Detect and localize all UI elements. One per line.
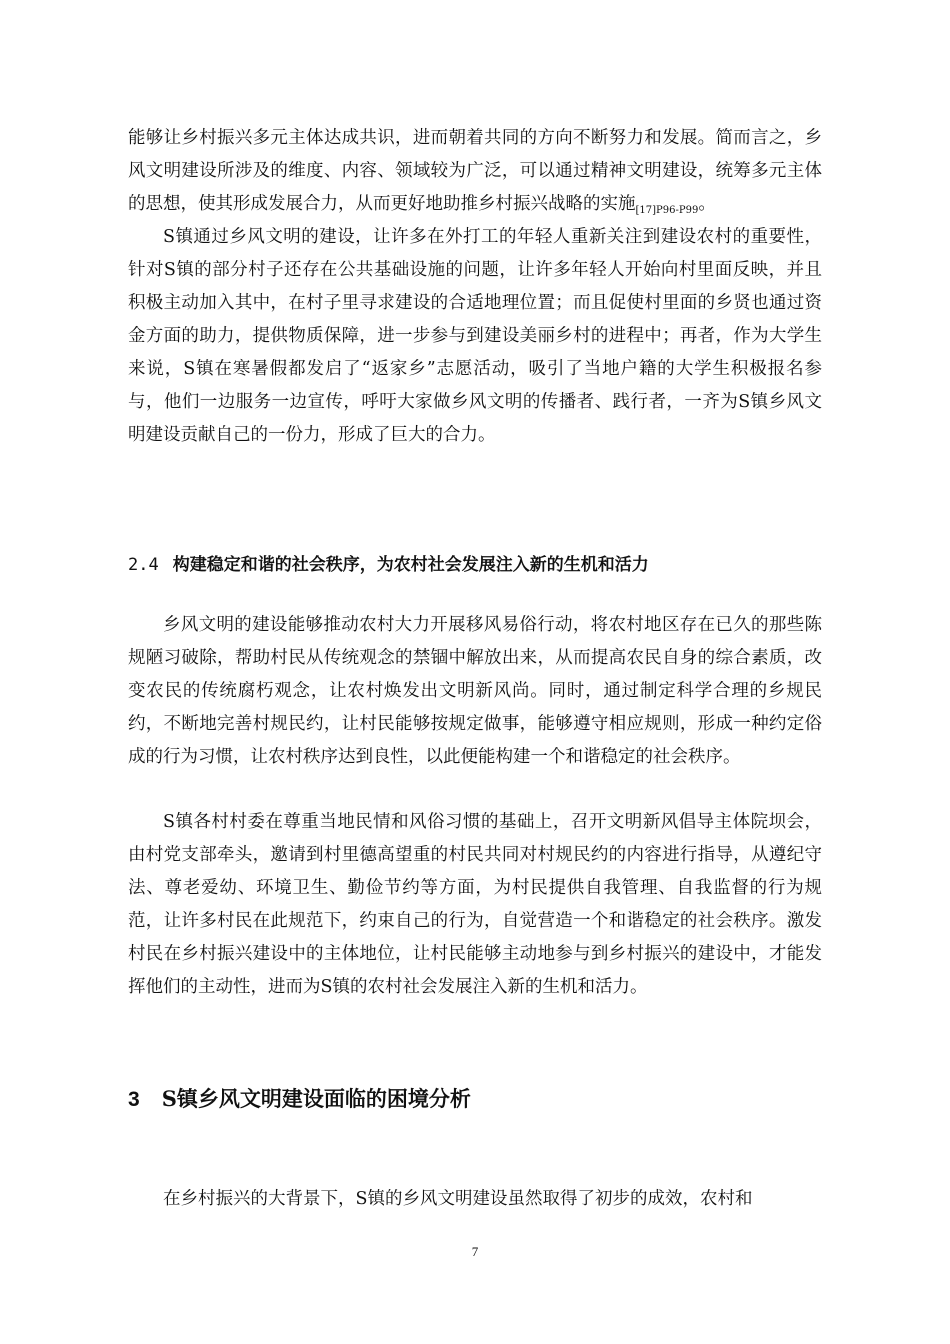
page-number: 7 (471, 1244, 479, 1259)
chapter-title: S镇乡风文明建设面临的困境分析 (161, 1086, 471, 1111)
section-title: 构建稳定和谐的社会秩序，为农村社会发展注入新的生机和活力 (172, 555, 649, 575)
section-heading-2-4 (128, 550, 649, 580)
paragraph-difficulties-intro: 在乡村振兴的大背景下，S镇的乡风文明建设虽然取得了初步的成效，农村和 (163, 1189, 753, 1209)
paragraph-end-punctuation: 。 (698, 194, 716, 214)
chapter-number: 3 (128, 1088, 140, 1111)
paragraph-village-rules: S镇各村村委在尊重当地民情和风俗习惯的基础上，召开文明新风倡导主体院坝会，由村党支部牵头，邀请到村里德高望重的村民共同对村规民约的内容进行指导，从遵纪守法、尊老爱幼、环境卫生、勤俭节约等方面，为村民提供自我管理、自我监督的行为规范，让许多村民在此规范下，约束自己的行为，自觉营造一个和谐稳定的社会秩序。激发村民在乡村振兴建设中的主体地位，让村民能够主动地参与到乡村振兴的建设中，才能发挥他们的主动性，进而为S镇的农村社会发展注入新的生机和活力。 (128, 812, 822, 997)
chapter-heading-3 (128, 1082, 471, 1117)
paragraph-text: 能够让乡村振兴多元主体达成共识，进而朝着共同的方向不断努力和发展。简而言之，乡风文明建设所涉及的维度、内容、领域较为广泛，可以通过精神文明建设，统筹多元主体的思想，使其形成发展合力，从而更好地助推乡村振兴战略的实施 (128, 128, 822, 214)
citation-reference: [17]P96-P99 (635, 205, 699, 216)
section-number: 2.4 (128, 555, 159, 575)
paragraph-youth-participation: S镇通过乡风文明的建设，让许多在外打工的年轻人重新关注到建设农村的重要性，针对S镇的部分村子还存在公共基础设施的问题，让许多年轻人开始向村里面反映，并且积极主动加入其中，在村子里寻求建设的合适地理位置；而且促使村里面的乡贤也通过资金方面的助力，提供物质保障，进一步参与到建设美丽乡村的进程中；再者，作为大学生来说，S镇在寒暑假都发启了“返家乡”志愿活动，吸引了当地户籍的大学生积极报名参与，他们一边服务一边宣传，呼吁大家做乡风文明的传播者、践行者，一齐为S镇乡风文明建设贡献自己的一份力，形成了巨大的合力。 (128, 227, 822, 445)
paragraph-continuation (128, 122, 822, 221)
paragraph-social-order: 乡风文明的建设能够推动农村大力开展移风易俗行动，将农村地区存在已久的那些陈规陋习破除，帮助村民从传统观念的禁锢中解放出来，从而提高农民自身的综合素质，改变农民的传统腐朽观念，让农村焕发出文明新风尚。同时，通过制定科学合理的乡规民约，不断地完善村规民约，让村民能够按规定做事，能够遵守相应规则，形成一种约定俗成的行为习惯，让农村秩序达到良性，以此便能构建一个和谐稳定的社会秩序。 (128, 615, 822, 767)
